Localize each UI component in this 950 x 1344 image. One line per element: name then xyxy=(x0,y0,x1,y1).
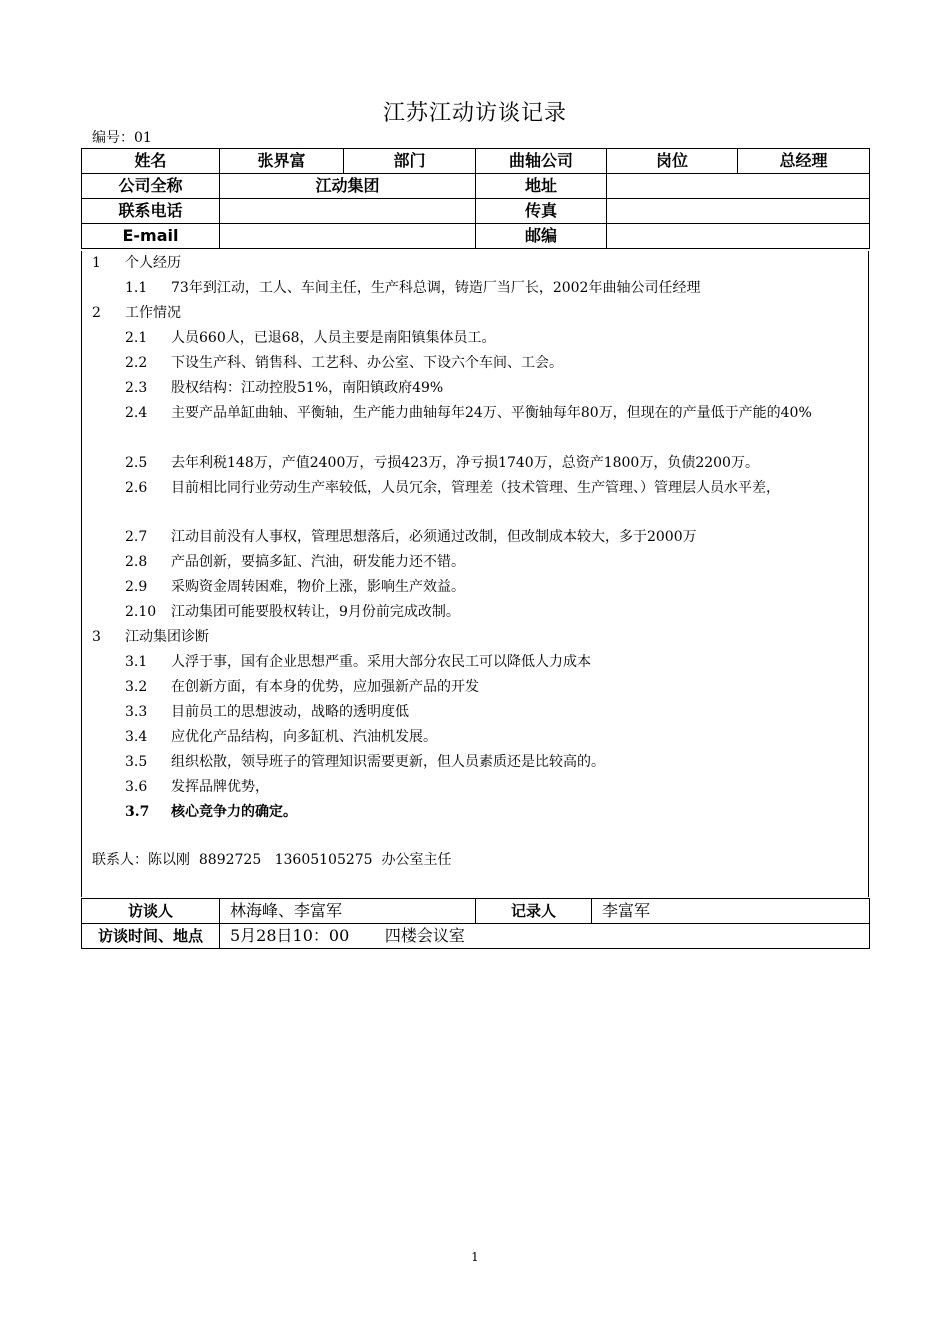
section-title: 江动集团诊断 xyxy=(125,629,209,645)
item-text: 73年到江动，工人、车间主任，生产科总调，铸造厂当厂长，2002年曲轴公司任经理 xyxy=(171,280,701,296)
table-row xyxy=(82,899,870,924)
zip-value xyxy=(607,224,870,249)
item-text: 目前员工的思想波动，战略的透明度低 xyxy=(171,704,409,720)
fax-label: 传真 xyxy=(476,199,607,224)
table-row xyxy=(82,199,870,224)
item-number: 1.1 xyxy=(125,280,148,296)
item-text: 目前相比同行业劳动生产率较低，人员冗余，管理差（技术管理、生产管理、）管理层人员水平差， xyxy=(171,480,780,496)
recorder-value: 李富军 xyxy=(592,899,870,924)
name-label: 姓名 xyxy=(82,149,220,174)
interview-footer-table xyxy=(81,898,870,949)
item-text: 应优化产品结构，向多缸机、汽油机发展。 xyxy=(171,729,437,745)
list-item xyxy=(82,476,868,526)
time-place-label: 访谈时间、地点 xyxy=(82,924,220,949)
item-number: 2.10 xyxy=(125,604,157,620)
list-item xyxy=(82,401,868,451)
section-title: 工作情况 xyxy=(125,305,181,321)
interviewer-value: 林海峰、李富军 xyxy=(220,899,476,924)
item-number: 3.2 xyxy=(125,679,148,695)
item-number: 3.3 xyxy=(125,704,148,720)
item-text: 股权结构：江动控股51%，南阳镇政府49% xyxy=(171,380,444,396)
fax-value xyxy=(607,199,870,224)
table-row xyxy=(82,174,870,199)
address-label: 地址 xyxy=(476,174,607,199)
item-number: 3.1 xyxy=(125,654,148,670)
dept-value: 曲轴公司 xyxy=(476,149,607,174)
post-value: 总经理 xyxy=(738,149,870,174)
item-text: 采购资金周转困难，物价上涨，影响生产效益。 xyxy=(171,579,465,595)
item-number: 3.4 xyxy=(125,729,148,745)
interview-content xyxy=(81,251,869,897)
item-text: 核心竞争力的确定。 xyxy=(171,804,297,820)
section-number: 2 xyxy=(92,305,101,321)
zip-label: 邮编 xyxy=(476,224,607,249)
company-label: 公司全称 xyxy=(82,174,220,199)
table-row xyxy=(82,149,870,174)
address-value xyxy=(607,174,870,199)
time-place-value: 5月28日10：00 四楼会议室 xyxy=(220,924,870,949)
item-text: 发挥品牌优势， xyxy=(171,779,269,795)
document-title: 江苏江动访谈记录 xyxy=(382,101,567,126)
section-number: 1 xyxy=(92,255,101,271)
phone-value xyxy=(220,199,476,224)
basic-info-table xyxy=(81,148,870,249)
item-number: 2.7 xyxy=(125,529,148,545)
item-text: 江动集团可能要股权转让，9月份前完成改制。 xyxy=(171,604,460,620)
item-text: 组织松散，领导班子的管理知识需要更新，但人员素质还是比较高的。 xyxy=(171,754,605,770)
table-row xyxy=(82,924,870,949)
recorder-label: 记录人 xyxy=(476,899,592,924)
dept-label: 部门 xyxy=(344,149,476,174)
section-title: 个人经历 xyxy=(125,255,181,271)
item-number: 2.2 xyxy=(125,355,148,371)
contact-line: 联系人：陈以刚 8892725 13605105275 办公室主任 xyxy=(92,852,452,868)
item-number: 2.6 xyxy=(125,480,148,496)
item-text: 下设生产科、销售科、工艺科、办公室、下设六个车间、工会。 xyxy=(171,355,563,371)
interviewer-label: 访谈人 xyxy=(82,899,220,924)
table-row xyxy=(82,224,870,249)
item-number: 2.3 xyxy=(125,380,148,396)
item-number: 2.5 xyxy=(125,455,148,471)
item-text: 人员660人，已退68，人员主要是南阳镇集体员工。 xyxy=(171,330,496,346)
page-number: 1 xyxy=(471,1250,479,1264)
phone-label: 联系电话 xyxy=(82,199,220,224)
item-number: 3.6 xyxy=(125,779,148,795)
email-label: E-mail xyxy=(82,224,220,249)
item-text: 产品创新，要搞多缸、汽油，研发能力还不错。 xyxy=(171,554,465,570)
document-number: 编号：01 xyxy=(92,130,152,146)
item-text: 去年利税148万，产值2400万，亏损423万，净亏损1740万，总资产1800万，负债2200万。 xyxy=(171,455,759,471)
item-text: 在创新方面，有本身的优势，应加强新产品的开发 xyxy=(171,679,479,695)
section-number: 3 xyxy=(92,629,101,645)
item-number: 2.1 xyxy=(125,330,148,346)
item-text: 主要产品单缸曲轴、平衡轴，生产能力曲轴每年24万、平衡轴每年80万，但现在的产量低于产能的40% xyxy=(171,405,812,421)
name-value: 张界富 xyxy=(220,149,344,174)
item-text: 人浮于事，国有企业思想严重。采用大部分农民工可以降低人力成本 xyxy=(171,654,591,670)
item-text: 江动目前没有人事权，管理思想落后，必须通过改制，但改制成本较大，多于2000万 xyxy=(171,529,697,545)
item-number: 3.7 xyxy=(125,804,150,820)
post-label: 岗位 xyxy=(607,149,738,174)
item-number: 2.4 xyxy=(125,405,148,421)
company-value: 江动集团 xyxy=(220,174,476,199)
item-number: 2.9 xyxy=(125,579,148,595)
item-number: 3.5 xyxy=(125,754,148,770)
email-value xyxy=(220,224,476,249)
item-number: 2.8 xyxy=(125,554,148,570)
